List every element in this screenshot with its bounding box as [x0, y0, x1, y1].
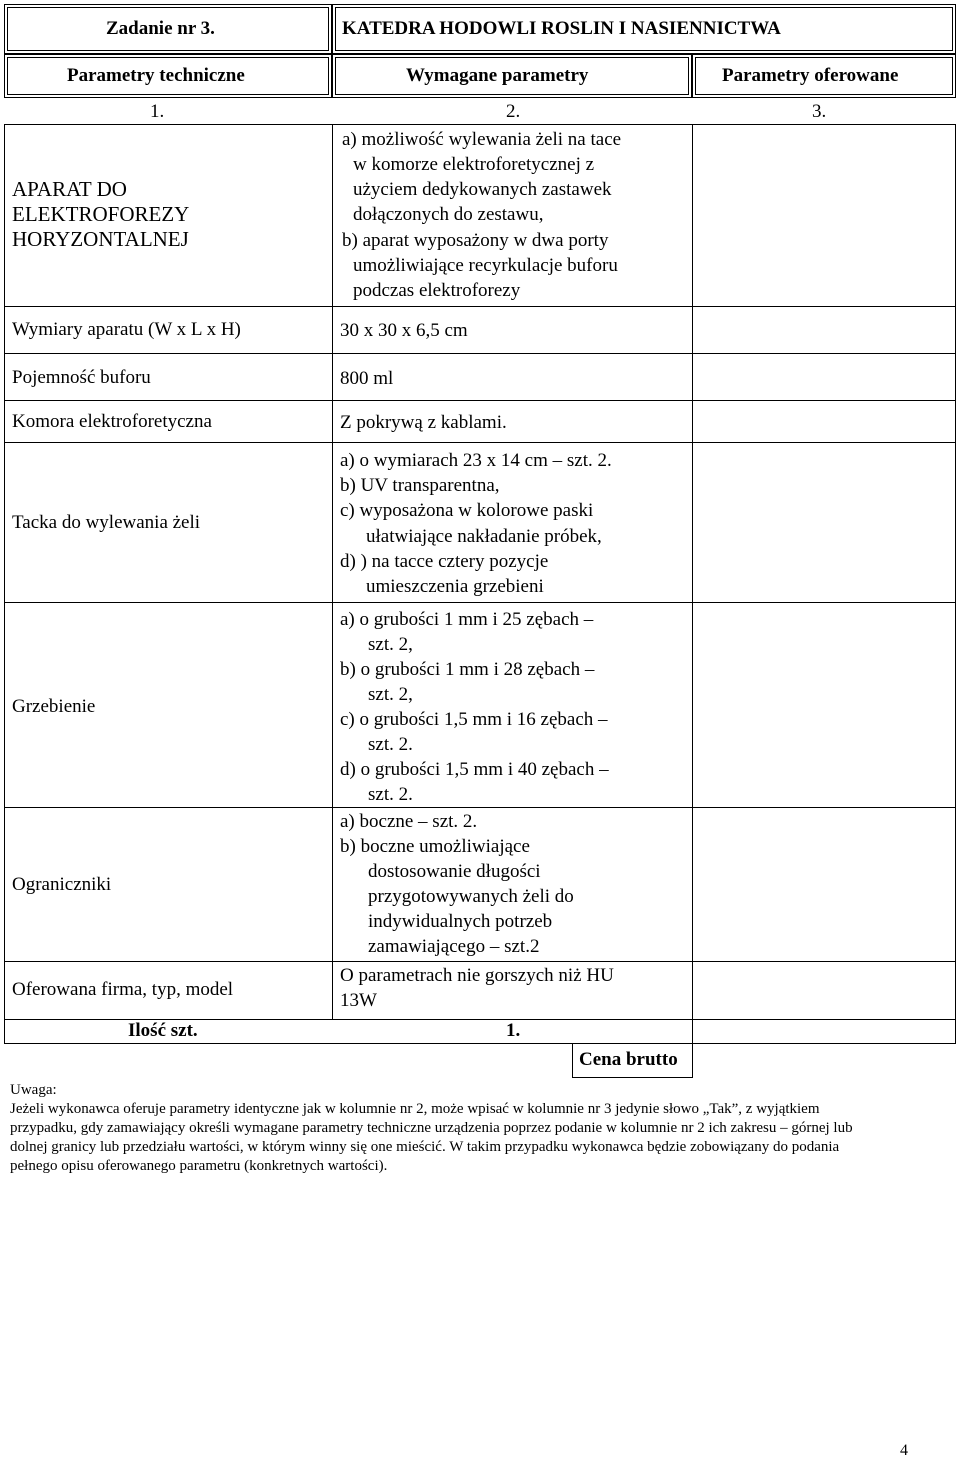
ilosc-label: Ilość szt. [128, 1020, 198, 1041]
row-label-komora: Komora elektroforetyczna [12, 411, 212, 432]
row-value-ograniczniki-line: b) boczne umożliwiające [340, 836, 530, 857]
row-value-grzebienie-line: szt. 2, [368, 634, 413, 655]
col-divider-2 [692, 124, 693, 1078]
page-number: 4 [900, 1442, 908, 1459]
row-value-aparat-line: umożliwiające recyrkulacje buforu [353, 255, 618, 276]
row-divider [4, 1043, 956, 1044]
row-label-aparat-line: APARAT DO [12, 177, 127, 201]
row-divider [4, 602, 956, 603]
row-label-tacka: Tacka do wylewania żeli [12, 512, 201, 533]
row-value-tacka-line: ułatwiające nakładanie próbek, [366, 526, 602, 547]
column-header-wymagane-parametry: Wymagane parametry [406, 65, 589, 86]
row-divider [4, 961, 956, 962]
row-value-pojemnosc: 800 ml [340, 368, 394, 389]
row-value-aparat-line: użyciem dedykowanych zastawek [353, 179, 612, 200]
row-label-aparat-line: HORYZONTALNEJ [12, 227, 189, 251]
uwaga-line: przypadku, gdy zamawiający określi wymagane parametry techniczne urządzenia poprzez podanie w kolumnie nr 2 ich zakresu – górnej lub [10, 1120, 853, 1136]
row-value-ograniczniki-line: a) boczne – szt. 2. [340, 811, 478, 832]
column-number-1: 1. [150, 101, 165, 122]
row-value-ograniczniki-line: dostosowanie długości [368, 861, 541, 882]
row-value-wymiary: 30 x 30 x 6,5 cm [340, 320, 468, 341]
column-header-parametry-oferowane: Parametry oferowane [722, 65, 899, 86]
table-right-border [955, 124, 956, 1044]
row-value-tacka-line: d) ) na tacce cztery pozycje [340, 551, 549, 572]
table-left-border [4, 124, 5, 1044]
row-label-pojemnosc: Pojemność buforu [12, 367, 151, 388]
row-value-oferowana-line: O parametrach nie gorszych niż HU [340, 965, 614, 986]
cena-brutto-label: Cena brutto [579, 1049, 678, 1070]
row-value-grzebienie-line: szt. 2, [368, 684, 413, 705]
row-value-aparat-line: a) możliwość wylewania żeli na tace [342, 129, 622, 150]
table-top-border [4, 124, 956, 125]
row-value-grzebienie-line: szt. 2. [368, 784, 413, 805]
column-header-parametry-techniczne: Parametry techniczne [67, 65, 245, 86]
row-label-aparat-line: ELEKTROFOREZY [12, 202, 190, 226]
row-value-grzebienie-line: c) o grubości 1,5 mm i 16 zębach – [340, 709, 608, 730]
row-divider [4, 442, 956, 443]
row-value-oferowana-line: 13W [340, 990, 377, 1011]
header-zadanie: Zadanie nr 3. [106, 18, 215, 39]
row-label-ograniczniki: Ograniczniki [12, 874, 112, 895]
uwaga-line: dolnej granicy lub przedziału wartości, w którym winny się one mieścić. W takim przypadku wykonawca będzie zobowiązany do podania [10, 1139, 840, 1155]
row-divider [4, 306, 956, 307]
row-label-wymiary: Wymiary aparatu (W x L x H) [12, 319, 241, 340]
row-value-ograniczniki-line: przygotowywanych żeli do [368, 886, 574, 907]
row-value-grzebienie-line: szt. 2. [368, 734, 413, 755]
row-value-tacka-line: a) o wymiarach 23 x 14 cm – szt. 2. [340, 450, 612, 471]
row-value-ograniczniki-line: indywidualnych potrzeb [368, 911, 553, 932]
uwaga-line: pełnego opisu oferowanego parametru (konkretnych wartości). [10, 1158, 388, 1174]
row-value-aparat-line: w komorze elektroforetycznej z [353, 154, 595, 175]
row-value-tacka-line: b) UV transparentna, [340, 475, 500, 496]
column-number-2: 2. [506, 101, 521, 122]
row-value-aparat-line: b) aparat wyposażony w dwa porty [342, 230, 609, 251]
row-value-grzebienie-line: a) o grubości 1 mm i 25 zębach – [340, 609, 594, 630]
row-value-ograniczniki-line: zamawiającego – szt.2 [368, 936, 540, 957]
row-value-grzebienie-line: b) o grubości 1 mm i 28 zębach – [340, 659, 595, 680]
ilosc-value: 1. [506, 1020, 521, 1041]
cena-bottom-border [572, 1077, 693, 1078]
row-label-grzebienie: Grzebienie [12, 696, 96, 717]
row-label-oferowana: Oferowana firma, typ, model [12, 979, 234, 1000]
row-divider [4, 807, 956, 808]
column-number-3: 3. [812, 101, 827, 122]
row-value-aparat-line: podczas elektroforezy [353, 280, 521, 301]
row-divider [4, 353, 956, 354]
header-katedra: KATEDRA HODOWLI ROSLIN I NASIENNICTWA [342, 18, 781, 39]
row-divider [4, 400, 956, 401]
row-value-tacka-line: umieszczenia grzebieni [366, 576, 544, 597]
row-value-grzebienie-line: d) o grubości 1,5 mm i 40 zębach – [340, 759, 609, 780]
uwaga-title: Uwaga: [10, 1082, 57, 1098]
row-value-aparat-line: dołączonych do zestawu, [353, 204, 544, 225]
cena-left-border [572, 1043, 573, 1078]
col-divider-1 [332, 124, 333, 1020]
uwaga-line: Jeżeli wykonawca oferuje parametry identyczne jak w kolumnie nr 2, może wpisać w kolumnie nr 3 jedynie słowo „Tak”, z wyjątkiem [10, 1101, 820, 1117]
row-value-komora: Z pokrywą z kablami. [340, 412, 507, 433]
row-value-tacka-line: c) wyposażona w kolorowe paski [340, 500, 594, 521]
